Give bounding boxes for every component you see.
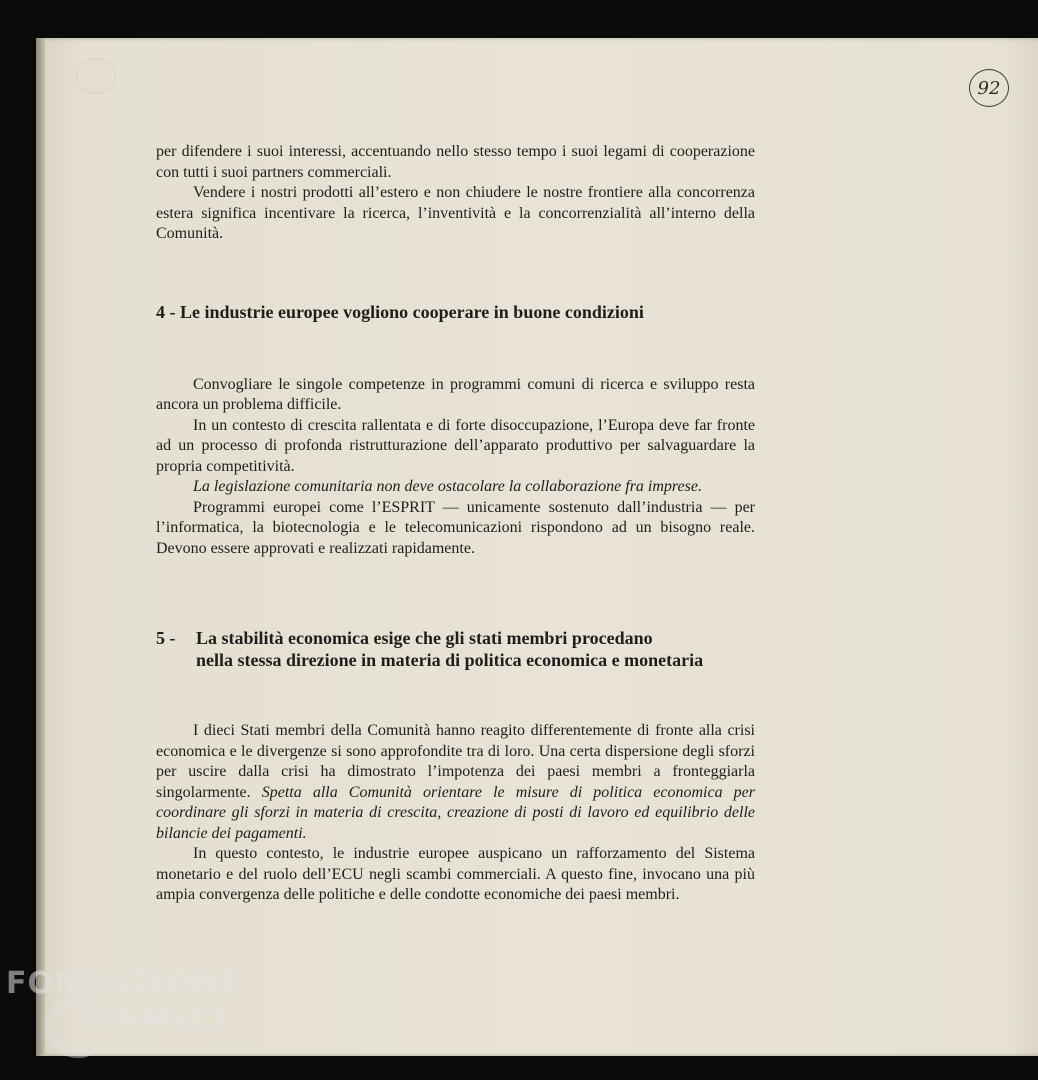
section-4-paragraph-1: Convogliare le singole competenze in programmi comuni di ricerca e sviluppo resta ancora un problema difficile. (156, 375, 755, 413)
page-binding-edge (36, 38, 45, 1056)
section-5-number: 5 - (156, 628, 176, 648)
section-5-paragraph-1 (156, 721, 755, 844)
section-5-heading-line-1: La stabilità economica esige che gli stati membri procedano (196, 628, 653, 648)
section-5-heading (156, 627, 755, 671)
watermark-line-2: RAMSCI (90, 1002, 227, 1037)
section-5-paragraph-1-italic: Spetta alla Comunità orientare le misure di politica economica per coordinare gli sforzi in materia di crescita, creazione di posti di lavoro ed equilibrio delle bilancie dei pagamenti. (156, 783, 755, 842)
page-text (156, 142, 755, 906)
section-5-body (156, 721, 755, 906)
intro-paragraph-1: per difendere i suoi interessi, accentuando nello stesso tempo i suoi legami di cooperazione con tutti i suoi partners commerciali. (156, 143, 755, 181)
section-4-italic-statement: La legislazione comunitaria non deve ostacolare la collaborazione fra imprese. (193, 478, 702, 495)
intro-paragraph-2: Vendere i nostri prodotti all’estero e non chiudere le nostre frontiere alla concorrenza estera significa incentivare la ricerca, l’inventività e la concorrenzialità all’interno della Comunità. (156, 184, 755, 242)
section-4-paragraph-4: Programmi europei come l’ESPRIT — unicamente sostenuto dall’industria — per l’informatica, la biotecnologia e le telecomunicazioni rispondono ad un bisogno reale. Devono essere approvati e realizzati rapidamente. (156, 498, 755, 557)
watermark-line-1: FONDAZIONE (6, 966, 240, 1001)
section-5-paragraph-2: In questo contesto, le industrie europee auspicano un rafforzamento del Sistema monetario e del ruolo dell’ECU negli scambi commerciali. A questo fine, invocano una più ampia convergenza delle politiche e delle condotte economiche dei paesi membri. (156, 845, 755, 903)
section-4-body (156, 375, 755, 560)
faint-stamp-mark (76, 58, 116, 94)
section-5-paragraph-1-text: I dieci Stati membri della Comunità hanno reagito differentemente di fronte alla crisi economica e le divergenze si sono approfondite tra di loro. Una certa dispersione degli sforzi per uscire dalla crisi ha dimostrato l’impotenza dei paesi membri a fronteggiarla singolarmente. (156, 722, 755, 801)
handwritten-page-number: 92 (969, 69, 1009, 107)
section-4-paragraph-2: In un contesto di crescita rallentata e di forte disoccupazione, l’Europa deve far fronte ad un processo di profonda ristrutturazione dell’apparato produttivo per salvaguardare la propria competitività. (156, 416, 755, 475)
section-4-heading: 4 - Le industrie europee vogliono cooperare in buone condizioni (156, 301, 644, 322)
section-5-heading-line-2: nella stessa direzione in materia di politica economica e monetaria (196, 650, 704, 670)
watermark-line-3: onlus (212, 1042, 247, 1057)
fondazione-gramsci-watermark (6, 964, 266, 1074)
